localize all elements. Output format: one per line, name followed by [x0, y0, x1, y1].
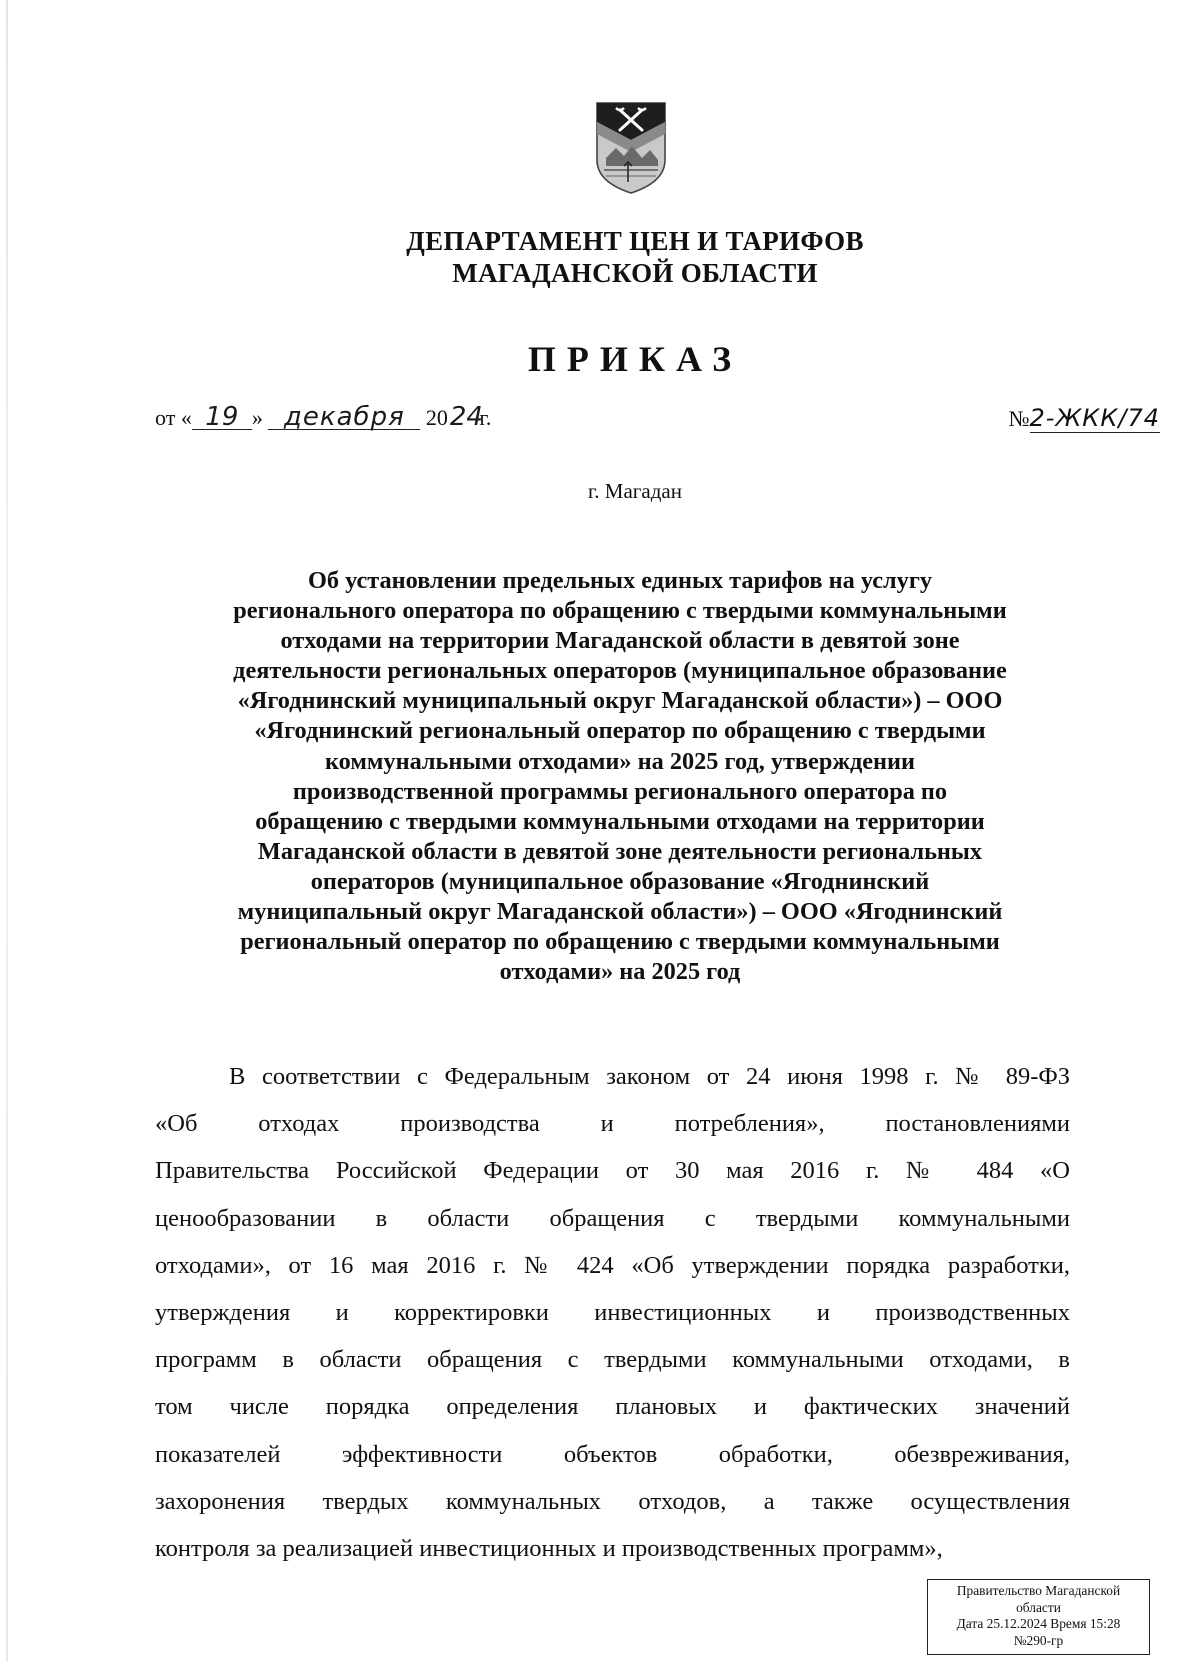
registration-stamp — [927, 1579, 1150, 1655]
title-line: регионального оператора по обращению с твердыми коммунальными — [233, 597, 1007, 625]
title-line: обращению с твердыми коммунальными отходами на территории — [255, 807, 985, 835]
body-line: показателей эффективности объектов обработки, обезвреживания, — [155, 1440, 1070, 1468]
title-line: «Ягоднинский муниципальный округ Магаданской области») – ООО — [237, 687, 1003, 715]
body-line: ценообразовании в области обращения с твердыми коммунальными — [155, 1204, 1070, 1232]
stamp-line: области — [1016, 1599, 1061, 1615]
stamp-line: №290-гр — [1013, 1632, 1064, 1648]
date-year-handwritten: 24 — [449, 402, 483, 432]
document-type-heading: ПРИКАЗ — [527, 339, 743, 379]
body-line: программ в области обращения с твердыми коммунальными отходами, в — [155, 1346, 1070, 1374]
body-line: Правительства Российской Федерации от 30 мая 2016 г. № 484 «О — [155, 1157, 1070, 1185]
stamp-line: Правительство Магаданской — [956, 1583, 1121, 1598]
number-value-handwritten: 2-ЖКК/74 — [1029, 404, 1160, 432]
title-line: муниципальный округ Магаданской области») – ООО «Ягоднинский — [237, 898, 1003, 926]
document-date — [155, 398, 491, 438]
title-line: отходами на территории Магаданской области в девятой зоне — [280, 627, 960, 655]
date-prefix: от « — [155, 405, 192, 430]
title-line: отходами» на 2025 год — [499, 958, 741, 986]
body-line: контроля за реализацией инвестиционных и производственных программ», — [155, 1534, 943, 1562]
date-day-handwritten: 19 — [192, 405, 252, 430]
document-number — [1009, 398, 1160, 439]
date-suffix: г. — [479, 405, 492, 430]
document-city: г. Магадан — [588, 479, 682, 503]
title-line: коммунальными отходами» на 2025 год, утверждении — [324, 747, 916, 775]
title-line: «Ягоднинский региональный оператор по обращению с твердыми — [254, 717, 986, 745]
department-name-line2: МАГАДАНСКОЙ ОБЛАСТИ — [452, 258, 818, 288]
body-line: захоронения твердых коммунальных отходов, а также осуществления — [155, 1487, 1070, 1515]
number-prefix: № — [1008, 406, 1030, 431]
body-line: отходами», от 16 мая 2016 г. № 424 «Об утверждении порядка разработки, — [155, 1251, 1070, 1279]
document-body — [155, 1053, 1070, 1572]
date-mid: » — [251, 405, 263, 430]
date-year-prefix: 20 — [425, 405, 448, 430]
title-line: производственной программы регионального оператора по — [292, 777, 948, 805]
coat-of-arms-icon — [594, 100, 668, 196]
date-month-handwritten: декабря — [268, 405, 420, 430]
body-line: том числе порядка определения плановых и фактических значений — [155, 1393, 1070, 1421]
title-line: региональный оператор по обращению с твердыми коммунальными — [240, 928, 1000, 956]
title-line: Магаданской области в девятой зоне деятельности региональных — [257, 837, 983, 865]
department-name-line1: ДЕПАРТАМЕНТ ЦЕН И ТАРИФОВ — [406, 226, 864, 256]
stamp-line: Дата 25.12.2024 Время 15:28 — [956, 1616, 1121, 1631]
body-line: «Об отходах производства и потребления», постановлениями — [155, 1110, 1070, 1138]
body-line: утверждения и корректировки инвестиционных и производственных — [155, 1298, 1070, 1326]
title-line: деятельности региональных операторов (муниципальное образование — [233, 657, 1007, 685]
title-line: Об установлении предельных единых тарифов на услугу — [308, 567, 932, 594]
body-line: В соответствии с Федеральным законом от 24 июня 1998 г. № 89-ФЗ — [229, 1063, 1070, 1090]
title-line: операторов (муниципальное образование «Ягоднинский — [310, 867, 930, 895]
document-title — [165, 566, 1075, 987]
